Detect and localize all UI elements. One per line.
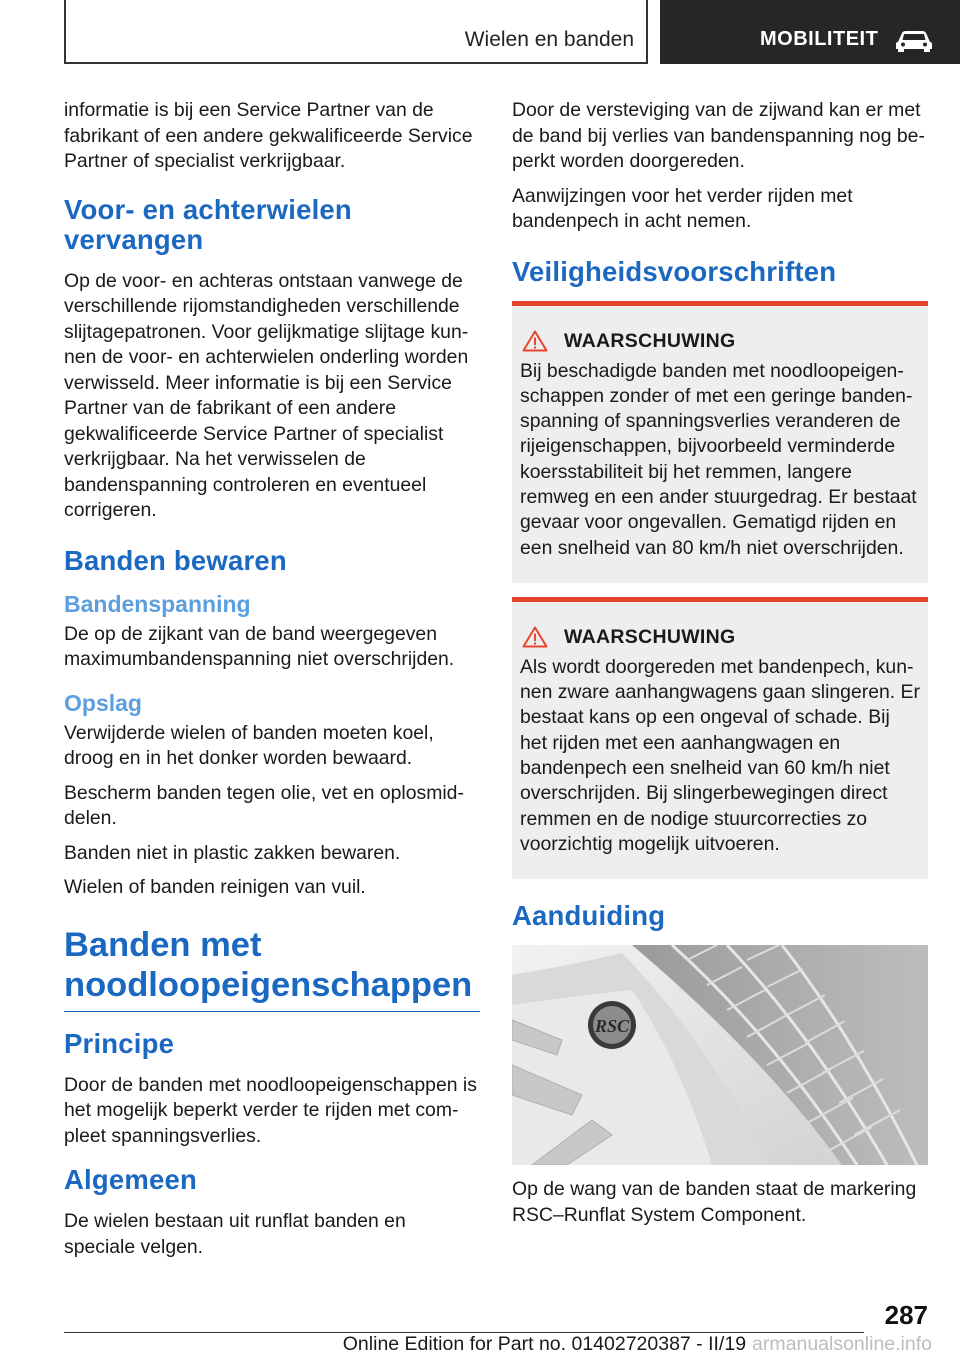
- warning-text: Als wordt doorgereden met bandenpech, kunnen zware aanhangwagens gaan slingeren. Er bestaat kans op een ongeval of schade. Bij het rijden met een aanhangwagen en bandenpech een snelheid van 60 km/h niet overschrijden. Bij slingerbewegingen direct remmen en de nodige stuurcorrecties zo voorzichtig mogelijk uitvoeren.: [520, 655, 920, 855]
- warning-box-1: [512, 301, 928, 583]
- edition-text: Online Edition for Part no. 01402720387 - II/19: [342, 1333, 747, 1355]
- chapter-title: MOBILITEIT: [760, 28, 879, 50]
- heading-tire-pressure: Bandenspanning: [64, 590, 251, 617]
- watermark-site: armanualsonline.info: [752, 1333, 932, 1355]
- header-section-box: [64, 0, 648, 64]
- storage-paragraph-3: Banden niet in plastic zakken bewaren.: [64, 841, 401, 864]
- storage-paragraph-4: Wielen of banden reinigen van vuil.: [64, 876, 366, 898]
- section-title: Wielen en banden: [464, 28, 634, 51]
- right-column: [512, 98, 928, 1237]
- warning-triangle-icon: [522, 330, 548, 352]
- header-chapter-box: [660, 0, 960, 64]
- heading-marking: Aanduiding: [512, 900, 666, 932]
- storage-paragraph-2: Bescherm banden tegen olie, vet en oplosmiddelen.: [64, 781, 464, 829]
- heading-rotate-wheels: Voor- en achterwielen vervangen: [64, 193, 352, 255]
- page-number: 287: [884, 1300, 928, 1330]
- heading-store-tires: Banden bewaren: [64, 544, 287, 576]
- car-icon: [894, 28, 934, 52]
- pressure-paragraph: De op de zijkant van de band weergegeven maximumbandenspanning niet overschrijden.: [64, 622, 455, 670]
- rotate-paragraph: Op de voor- en achteras ontstaan vanwege de verschillende rijomstandigheden verschillende slijtagepatronen. Voor gelijkmatige slijtage kunnen de voor- en achterwielen onderling worden verwisseld. Meer informatie is bij een Service Partner van de fabrikant of een andere gekwalificeerde Service Partner of specialist verkrijgbaar. Na het verwisselen de bandenspanning controleren en eventueel corrigeren.: [64, 269, 469, 521]
- footer-edition: [343, 1333, 932, 1356]
- warning-text: Bij beschadigde banden met noodloopeigenschappen zonder of met een geringe bandenspanning of spanningsverlies veranderen de rijeigenschappen, bijvoorbeeld verminderde koersstabiliteit bij het remmen, langere remweg en een ander stuurgedrag. Er bestaat gevaar voor ongevallen. Gematigd rijden en een snelheid van 80 km/h niet overschrijden.: [520, 359, 917, 559]
- heading-storage: Opslag: [64, 689, 142, 716]
- marking-caption: Op de wang van de banden staat de markering RSC–Runflat System Component.: [512, 1178, 917, 1226]
- heading-safety: Veiligheidsvoorschriften: [512, 255, 837, 287]
- warning-triangle-icon: [522, 626, 548, 648]
- heading-runflat-tires: Banden met noodloopeigenschappen: [64, 925, 480, 1012]
- left-column: [64, 98, 480, 1269]
- svg-text:RSC: RSC: [594, 1016, 630, 1037]
- general-paragraph: De wielen bestaan uit runflat banden en speciale velgen.: [64, 1210, 406, 1258]
- warning-title: WAARSCHUWING: [564, 329, 736, 352]
- intro-paragraph: informatie is bij een Service Partner van de fabrikant of een andere gekwalificeerde Service Partner of specialist verkrijgbaar.: [64, 99, 473, 172]
- runflat-tire-sidewall-image: [512, 945, 928, 1165]
- warning-title: WAARSCHUWING: [564, 625, 736, 648]
- notes-paragraph: Aanwijzingen voor het verder rijden met bandenpech in acht nemen.: [512, 184, 853, 232]
- sidewall-paragraph: Door de versteviging van de zijwand kan er met de band bij verlies van bandenspanning nog beperkt worden doorgereden.: [512, 99, 925, 172]
- heading-principle: Principe: [64, 1027, 175, 1059]
- heading-general: Algemeen: [64, 1164, 198, 1195]
- principle-paragraph: Door de banden met noodloopeigenschappen is het mogelijk beperkt verder te rijden met compleet spanningsverlies.: [64, 1073, 477, 1147]
- storage-paragraph-1: Verwijderde wielen of banden moeten koel, droog en in het donker worden bewaard.: [64, 721, 434, 769]
- warning-box-2: [512, 597, 928, 879]
